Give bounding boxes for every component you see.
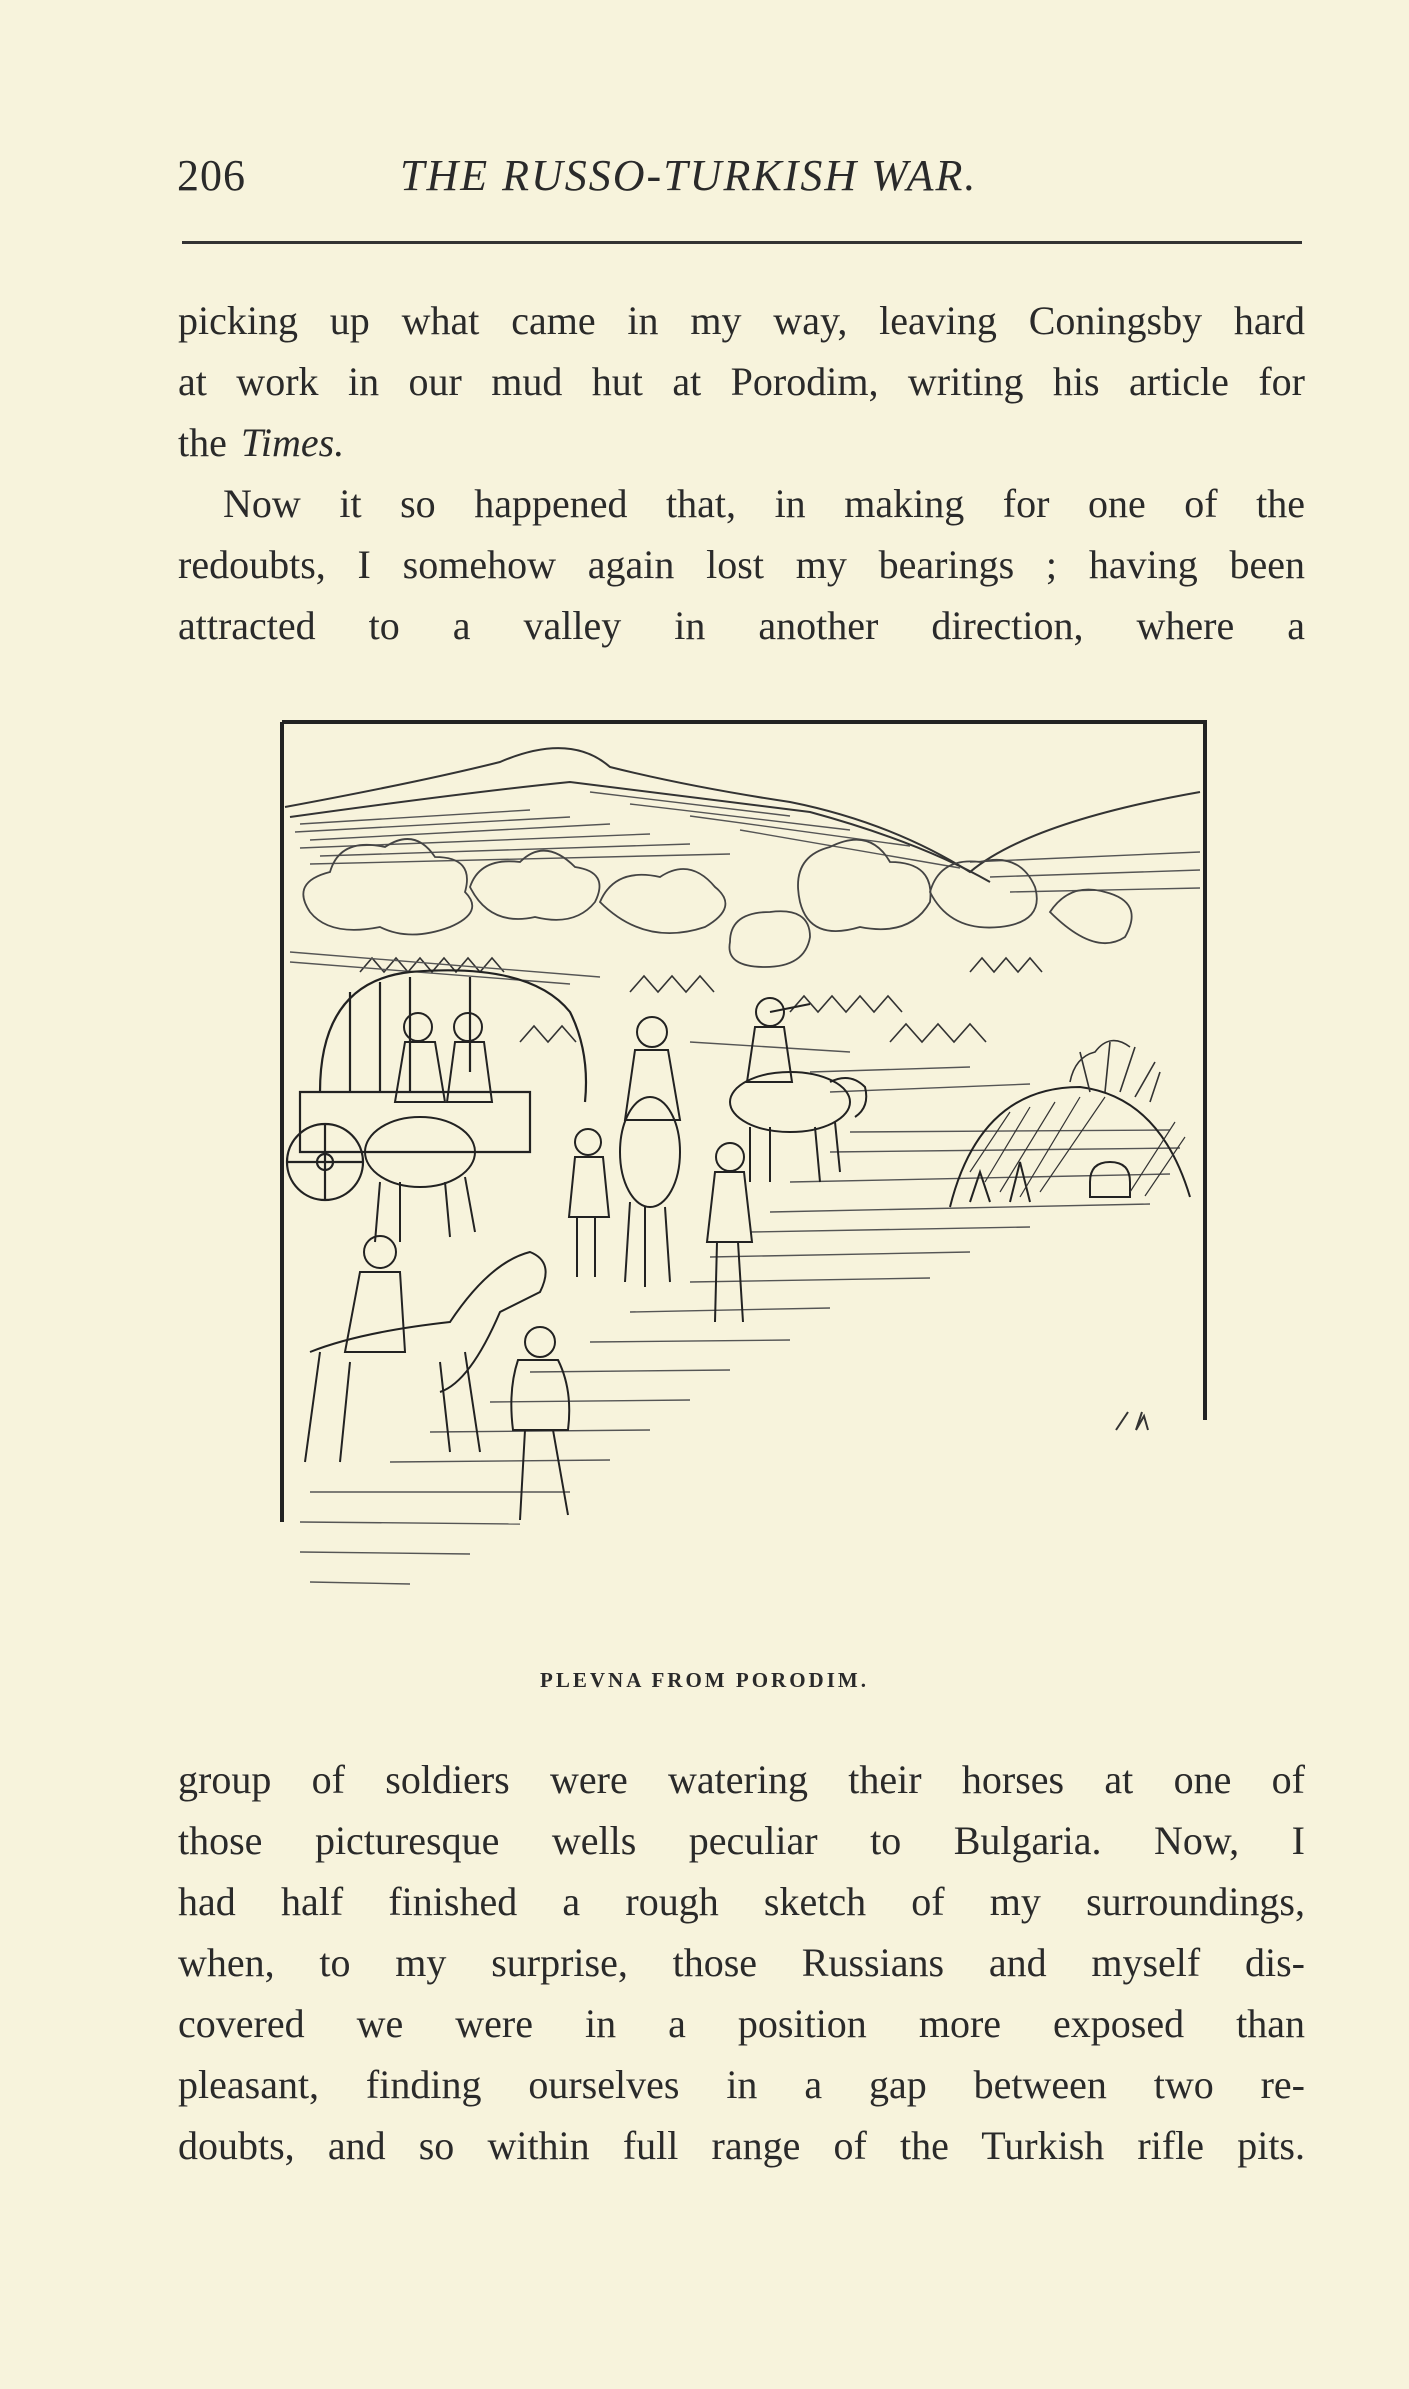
text-line: at work in our mud hut at Porodim, writing his article for bbox=[178, 359, 1305, 404]
page-header bbox=[175, 150, 1305, 210]
running-title: THE RUSSO-TURKISH WAR. bbox=[400, 151, 978, 200]
ground-hatching bbox=[290, 952, 1180, 1584]
text-line: Now it so happened that, in making for one of the bbox=[223, 481, 1305, 526]
text-line: when, to my surprise, those Russians and myself dis- bbox=[178, 1940, 1305, 1985]
text-line: redoubts, I somehow again lost my bearings ; having been bbox=[178, 542, 1305, 587]
text-line: covered we were in a position more exposed than bbox=[178, 2001, 1305, 2046]
smoke-clouds bbox=[303, 839, 1131, 967]
paragraph-1 bbox=[178, 290, 1305, 473]
signature-mark bbox=[1116, 1412, 1148, 1430]
figure-caption: PLEVNA FROM PORODIM. bbox=[540, 1668, 869, 1692]
text-line: those picturesque wells peculiar to Bulgaria. Now, I bbox=[178, 1818, 1305, 1863]
paragraph-2 bbox=[178, 473, 1305, 656]
header-rule bbox=[182, 241, 1302, 244]
text-line: picking up what came in my way, leaving Coningsby hard bbox=[178, 298, 1305, 343]
page-number: 206 bbox=[177, 151, 246, 200]
text-line: pleasant, finding ourselves in a gap between two re- bbox=[178, 2062, 1305, 2107]
bushes bbox=[1070, 1041, 1160, 1102]
mountain-hatching bbox=[295, 792, 1200, 892]
text-line: group of soldiers were watering their horses at one of bbox=[178, 1757, 1305, 1802]
text-line: attracted to a valley in another direction, where a bbox=[178, 603, 1305, 648]
text-fragment: the bbox=[178, 420, 241, 465]
text-line bbox=[178, 412, 1305, 473]
italic-title: Times. bbox=[240, 420, 345, 465]
text-line: had half finished a rough sketch of my surroundings, bbox=[178, 1879, 1305, 1924]
covered-wagon bbox=[287, 970, 586, 1200]
paragraph-3 bbox=[178, 1749, 1305, 2176]
engraving-illustration bbox=[270, 712, 1210, 1662]
text-line: doubts, and so within full range of the Turkish rifle pits. bbox=[178, 2123, 1305, 2168]
